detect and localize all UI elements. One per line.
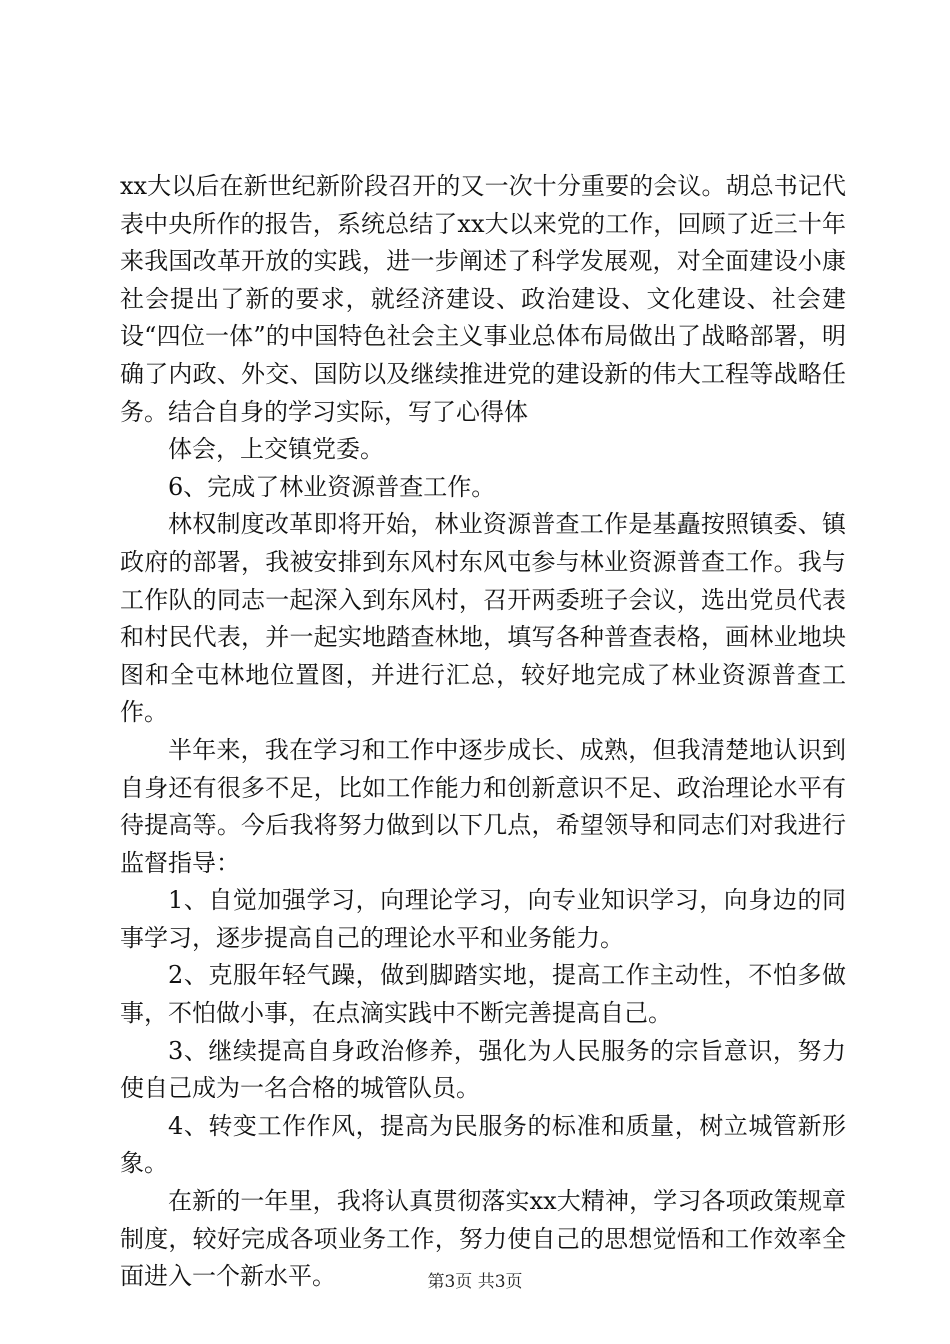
paragraph-new-year: 在新的一年里，我将认真贯彻落实xx大精神，学习各项政策规章制度，较好完成各项业务工作，努力使自己的思想觉悟和工作效率全面进入一个新水平。 bbox=[120, 1187, 846, 1291]
paragraph-half-year-summary: 半年来，我在学习和工作中逐步成长、成熟，但我清楚地认识到自身还有很多不足，比如工作能力和创新意识不足、政治理论水平有待提高等。今后我将努力做到以下几点，希望领导和同志们对我进行监督指导： bbox=[120, 735, 846, 877]
paragraph-goal-4: 4、转变工作作风，提高为民服务的标准和质量，树立城管新形象。 bbox=[120, 1111, 846, 1178]
paragraph-report-note: 体会，上交镇党委。 bbox=[168, 435, 384, 464]
paragraph-goal-3: 3、继续提高自身政治修养，强化为人民服务的宗旨意识，努力使自己成为一名合格的城管队员。 bbox=[120, 1036, 846, 1103]
page-footer: 第3页 共3页 bbox=[427, 1272, 523, 1292]
paragraph-forestry-survey: 林权制度改革即将开始，林业资源普查工作是基矗按照镇委、镇政府的部署，我被安排到东风村东风屯参与林业资源普查工作。我与工作队的同志一起深入到东风村，召开两委班子会议，选出党员代表和村民代表，并一起实地踏查林地，填写各种普查表格，画林业地块图和全屯林地位置图，并进行汇总，较好地完成了林业资源普查工作。 bbox=[120, 510, 846, 727]
paragraph-heading-6: 6、完成了林业资源普查工作。 bbox=[168, 472, 496, 501]
paragraph-goal-2: 2、克服年轻气躁，做到脚踏实地，提高工作主动性，不怕多做事，不怕做小事，在点滴实践中不断完善提高自己。 bbox=[120, 961, 846, 1028]
document-body bbox=[120, 168, 846, 1296]
paragraph-continued: xx大以后在新世纪新阶段召开的又一次十分重要的会议。胡总书记代表中央所作的报告，系统总结了xx大以来党的工作，回顾了近三十年来我国改革开放的实践，进一步阐述了科学发展观，对全面建设小康社会提出了新的要求，就经济建设、政治建设、文化建设、社会建设“四位一体”的中国特色社会主义事业总体布局做出了战略部署，明确了内政、外交、国防以及继续推进党的建设新的伟大工程等战略任务。结合自身的学习实际，写了心得体 bbox=[120, 172, 846, 426]
paragraph-goal-1: 1、自觉加强学习，向理论学习，向专业知识学习，向身边的同事学习，逐步提高自己的理论水平和业务能力。 bbox=[120, 886, 846, 952]
